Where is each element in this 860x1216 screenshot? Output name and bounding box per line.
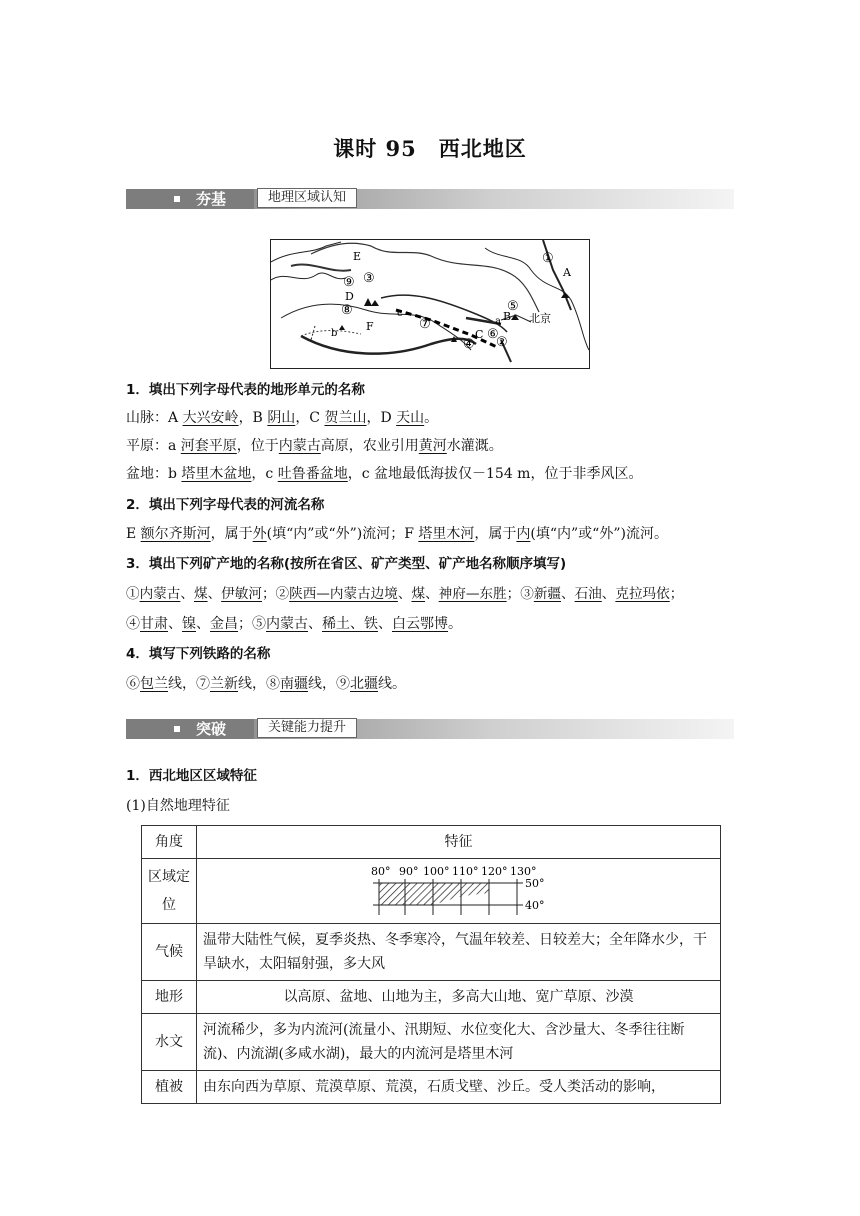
map-label-b-basin: b [331, 328, 338, 339]
svg-text:110°: 110° [451, 865, 478, 878]
s1-heading: 1．西北地区区域特征 [126, 768, 257, 784]
table-header-cell: 特征 [197, 826, 721, 859]
q3-heading: 3．填出下列矿产地的名称(按所在省区、矿产类型、矿产地名称顺序填写) [126, 556, 567, 572]
table-key-cell: 区域定位 [142, 859, 197, 924]
q4-railways: ⑥包兰线，⑦兰新线，⑧南疆线，⑨北疆线。 [126, 676, 406, 692]
svg-text:50°: 50° [524, 877, 544, 890]
q1-plain: 平原：a 河套平原，位于内蒙古高原，农业引用黄河水灌溉。 [126, 438, 503, 454]
q1-basin: 盆地：b 塔里木盆地，c 吐鲁番盆地，c 盆地最低海拔仅－154 m，位于非季风区。 [126, 466, 643, 482]
table-row [142, 981, 721, 1014]
q4-heading: 4．填写下列铁路的名称 [126, 646, 271, 662]
map-label-f: F [366, 320, 374, 333]
s1-subheading: (1)自然地理特征 [126, 798, 230, 814]
page-title: 课时 95 西北地区 [333, 136, 527, 161]
map-label-9: ⑨ [343, 275, 355, 290]
q1-heading: 1．填出下列字母代表的地形单元的名称 [126, 382, 365, 398]
location-diagram-cell [197, 859, 721, 924]
table-row [142, 924, 721, 981]
svg-text:120°: 120° [480, 865, 507, 878]
table-key-cell: 气候 [142, 924, 197, 981]
q2-heading: 2．填出下列字母代表的河流名称 [126, 497, 325, 513]
table-row [142, 1071, 721, 1104]
map-label-c-basin: c [397, 308, 403, 319]
map-label-8: ⑧ [341, 303, 353, 318]
map-label-3: ③ [363, 271, 375, 286]
q3-minerals-line1: ①内蒙古、煤、伊敏河；②陕西—内蒙古边境、煤、神府—东胜；③新疆、石油、克拉玛依； [126, 586, 684, 602]
q1-mountains: 山脉：A 大兴安岭，B 阴山，C 贺兰山，D 天山。 [126, 410, 439, 426]
q3-minerals-line2: ④甘肃、镍、金昌；⑤内蒙古、稀土、铁、白云鄂博。 [126, 616, 462, 632]
section-banner-basics [126, 186, 734, 212]
table-value-cell: 由东向西为草原、荒漠草原、荒漠，石质戈壁、沙丘。受人类活动的影响， [197, 1071, 721, 1104]
table-value-cell: 以高原、盆地、山地为主，多高大山地、宽广草原、沙漠 [197, 981, 721, 1014]
map-label-6: ⑥ [487, 327, 499, 342]
table-row [142, 859, 721, 924]
square-icon [174, 196, 180, 202]
svg-text:90°: 90° [398, 865, 418, 878]
banner-main-label: 夯基 [196, 190, 227, 208]
map-label-c-mountain: C [475, 328, 484, 341]
section-banner-breakthrough [126, 716, 734, 742]
table-header-cell: 角度 [142, 826, 197, 859]
map-label-5: ⑤ [507, 299, 519, 314]
table-value-cell: 温带大陆性气候，夏季炎热、冬季寒冷，气温年较差、日较差大；全年降水少，干旱缺水，太阳辐射强，多大风 [197, 924, 721, 981]
map-label-a-plain: a [495, 316, 501, 327]
map-label-b-mountain: B [503, 310, 512, 323]
svg-text:130°: 130° [509, 865, 536, 878]
table-row [142, 1014, 721, 1071]
svg-text:80°: 80° [370, 865, 390, 878]
map-label-1: ① [542, 251, 554, 266]
map-label-a: A [563, 266, 571, 279]
table-key-cell: 水文 [142, 1014, 197, 1071]
physical-features-table [141, 825, 721, 1104]
banner-sub-label: 关键能力提升 [257, 718, 357, 738]
location-diagram [359, 863, 559, 919]
banner-sub-label: 地理区域认知 [257, 188, 357, 208]
square-icon [174, 726, 180, 732]
northwest-map [270, 239, 590, 369]
map-label-e: E [353, 250, 362, 263]
map-label-4: ④ [463, 337, 475, 352]
map-label-beijing: 北京 [529, 312, 551, 325]
q2-rivers: E 额尔齐斯河，属于外(填“内”或“外”)流河；F 塔里木河，属于内(填“内”或“外”)流河。 [126, 526, 668, 542]
svg-text:100°: 100° [422, 865, 449, 878]
map-label-d: D [345, 290, 354, 303]
table-row [142, 826, 721, 859]
svg-text:40°: 40° [524, 899, 544, 912]
table-key-cell: 地形 [142, 981, 197, 1014]
map-label-7: ⑦ [419, 317, 431, 332]
table-key-cell: 植被 [142, 1071, 197, 1104]
banner-main-label: 突破 [196, 720, 227, 738]
map-label-2: ② [496, 335, 508, 350]
table-value-cell: 河流稀少，多为内流河(流量小、汛期短、水位变化大、含沙量大、冬季往往断流)、内流湖(多咸水湖)，最大的内流河是塔里木河 [197, 1014, 721, 1071]
